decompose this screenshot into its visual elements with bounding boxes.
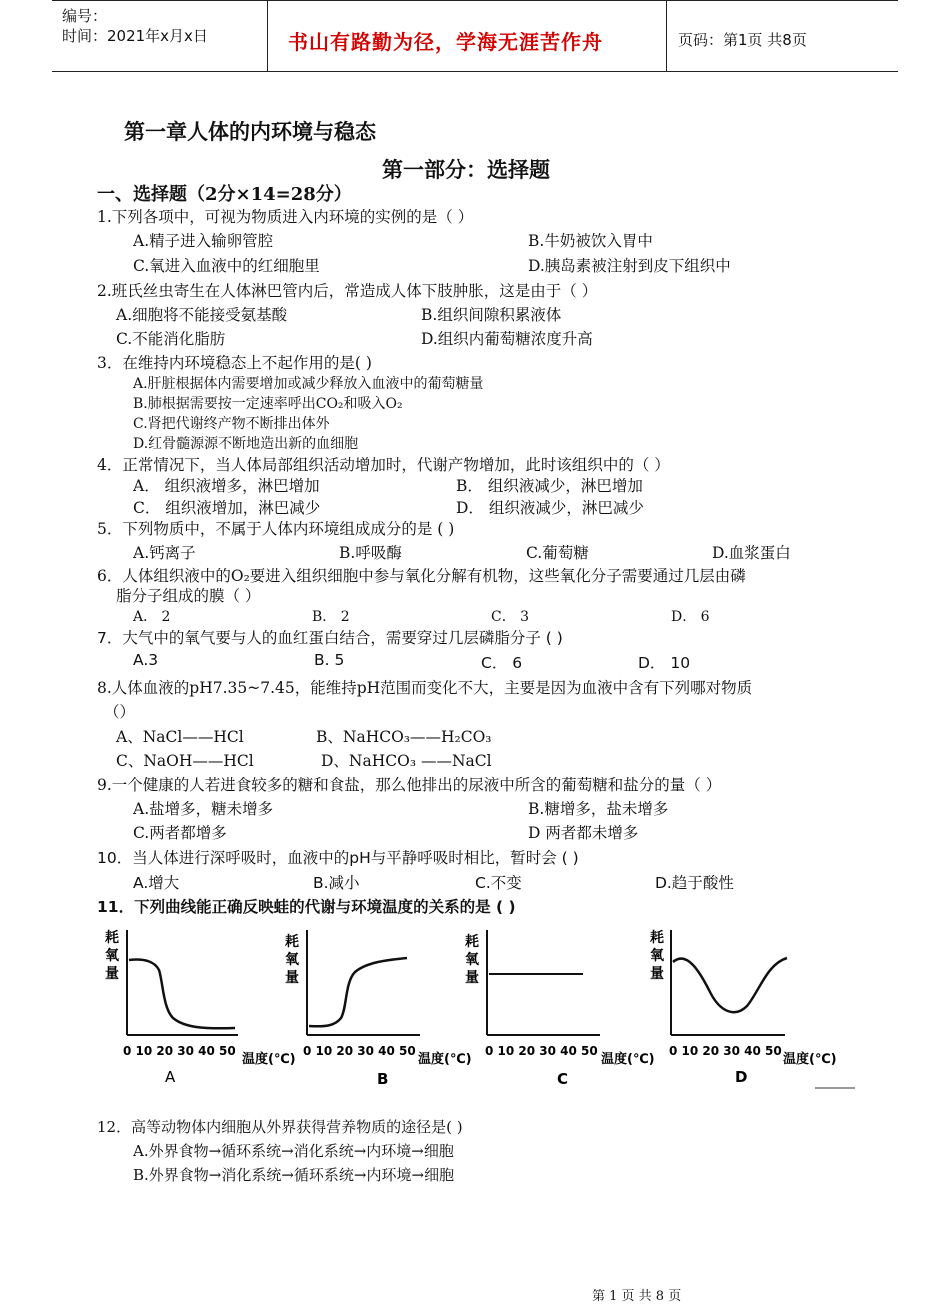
q5-option-b: B.呼吸酶	[339, 544, 402, 562]
graph-a-ylabel-1: 耗	[105, 930, 119, 946]
page-footer: 第 1 页 共 8 页	[592, 1289, 682, 1304]
header-page-info: 页码：第1页 共8页	[678, 31, 807, 49]
graph-c-ylabel-3: 量	[465, 970, 479, 986]
q8-option-d: D、NaHCO₃ ——NaCl	[321, 752, 492, 770]
graph-c-ylabel-2: 氧	[465, 952, 479, 968]
question-12-stem: 12．高等动物体内细胞从外界获得营养物质的途径是( )	[97, 1118, 463, 1136]
q5-option-c: C.葡萄糖	[526, 544, 589, 562]
q8-option-a: A、NaCl——HCl	[116, 728, 244, 746]
q4-option-d: D． 组织液减少，淋巴减少	[456, 499, 644, 517]
graph-c-xlabel: 温度(℃)	[601, 1052, 655, 1067]
q11-graphs	[95, 920, 865, 1095]
question-6-stem-cont: 脂分子组成的膜（ ）	[116, 587, 261, 605]
q7-option-c: C． 6	[481, 654, 523, 672]
question-6-stem: 6．人体组织液中的O₂要进入组织细胞中参与氧化分解有机物，这些氧化分子需要通过几层由磷	[97, 567, 746, 585]
graph-b-label: B	[377, 1070, 389, 1088]
header-number: 编号：	[62, 7, 108, 25]
graph-a-xlabel: 温度(℃)	[242, 1052, 296, 1067]
question-10-stem: 10．当人体进行深呼吸时，血液中的pH与平静呼吸时相比，暂时会 ( )	[97, 849, 579, 867]
question-5-stem: 5．下列物质中，不属于人体内环境组成成分的是 ( )	[97, 520, 455, 538]
header-meta	[62, 6, 208, 46]
graph-d-ylabel-2: 氧	[650, 948, 664, 964]
q6-option-a: A． 2	[133, 609, 171, 625]
graph-d-ylabel-3: 量	[650, 966, 664, 982]
q1-option-b: B.牛奶被饮入胃中	[528, 232, 653, 250]
q2-option-c: C.不能消化脂肪	[116, 330, 226, 348]
graph-d-label: D	[735, 1068, 748, 1086]
question-8-stem: 8.人体血液的pH7.35~7.45，能维持pH范围而变化不大，主要是因为血液中含有下列哪对物质	[97, 679, 753, 697]
q3-option-a: A.肝脏根据体内需要增加或减少释放入血液中的葡萄糖量	[133, 376, 484, 392]
question-3-stem: 3．在维持内环境稳态上不起作用的是( )	[97, 354, 372, 372]
graph-a	[105, 929, 296, 1086]
header-time: 时间：2021年x月x日	[62, 27, 208, 45]
q1-option-c: C.氧进入血液中的红细胞里	[133, 257, 320, 275]
graph-a-curve	[129, 959, 235, 1028]
graph-b	[285, 930, 472, 1088]
q8-option-b: B、NaHCO₃——H₂CO₃	[316, 728, 492, 746]
q2-option-d: D.组织内葡萄糖浓度升高	[421, 330, 593, 348]
q4-option-c: C． 组织液增加，淋巴减少	[133, 499, 321, 517]
header-bottom-rule	[52, 71, 898, 72]
q7-option-a: A.3	[133, 651, 159, 669]
graph-c	[465, 930, 655, 1088]
question-7-stem: 7．大气中的氧气要与人的血红蛋白结合，需要穿过几层磷脂分子 ( )	[97, 629, 563, 647]
q7-option-b: B. 5	[314, 651, 345, 669]
section-title: 一、选择题（2分×14=28分）	[97, 184, 352, 205]
graph-c-label: C	[557, 1070, 569, 1088]
q6-option-d: D． 6	[671, 609, 710, 625]
q3-option-b: B.肺根据需要按一定速率呼出CO₂和吸入O₂	[133, 396, 403, 412]
graph-a-ylabel-3: 量	[105, 966, 119, 982]
q10-option-c: C.不变	[475, 874, 522, 892]
question-1-stem: 1.下列各项中，可视为物质进入内环境的实例的是（ ）	[97, 208, 474, 226]
graph-a-ylabel-2: 氧	[105, 948, 119, 964]
q12-option-b: B.外界食物→消化系统→循环系统→内环境→细胞	[133, 1166, 455, 1184]
chapter-title: 第一章人体的内环境与稳态	[124, 119, 376, 144]
graph-d-curve	[673, 958, 787, 1012]
q10-option-b: B.减小	[313, 874, 360, 892]
question-2-stem: 2.班氏丝虫寄生在人体淋巴管内后，常造成人体下肢肿胀，这是由于（ ）	[97, 282, 598, 300]
graph-a-label: A	[165, 1068, 176, 1086]
header-divider-1	[267, 0, 268, 72]
q3-option-d: D.红骨髓源源不断地造出新的血细胞	[133, 436, 359, 452]
q4-option-b: B． 组织液减少，淋巴增加	[456, 477, 643, 495]
q9-option-b: B.糖增多，盐未增多	[528, 800, 669, 818]
q10-option-a: A.增大	[133, 874, 180, 892]
graph-d-ylabel-1: 耗	[650, 930, 664, 946]
graph-b-ylabel-1: 耗	[285, 934, 299, 950]
part-title: 第一部分：选择题	[382, 157, 550, 182]
header-top-rule	[52, 0, 898, 1]
q8-option-c: C、NaOH——HCl	[116, 752, 254, 770]
q1-option-d: D.胰岛素被注射到皮下组织中	[528, 257, 731, 275]
q5-option-d: D.血浆蛋白	[712, 544, 791, 562]
graph-d-xlabel: 温度(℃)	[783, 1052, 837, 1067]
question-9-stem: 9.一个健康的人若进食较多的糖和食盐，那么他排出的尿液中所含的葡萄糖和盐分的量（ ）	[97, 776, 722, 794]
graph-a-ticks: 0 10 20 30 40 50	[123, 1044, 236, 1058]
q6-option-b: B． 2	[312, 609, 350, 625]
question-4-stem: 4．正常情况下，当人体局部组织活动增加时，代谢产物增加，此时该组织中的（ ）	[97, 456, 670, 474]
graph-d	[650, 929, 837, 1086]
graph-b-ylabel-3: 量	[285, 970, 299, 986]
q9-option-a: A.盐增多，糖未增多	[133, 800, 274, 818]
graph-c-ylabel-1: 耗	[465, 934, 479, 950]
graph-b-xlabel: 温度(℃)	[418, 1052, 472, 1067]
q4-option-a: A． 组织液增多，淋巴增加	[133, 477, 320, 495]
graph-b-ylabel-2: 氧	[285, 952, 299, 968]
header-divider-2	[666, 0, 667, 72]
graph-c-ticks: 0 10 20 30 40 50	[485, 1044, 598, 1058]
graph-d-ticks: 0 10 20 30 40 50	[669, 1044, 782, 1058]
q2-option-a: A.细胞将不能接受氨基酸	[116, 306, 288, 324]
q7-option-d: D． 10	[638, 654, 691, 672]
graph-b-ticks: 0 10 20 30 40 50	[303, 1044, 416, 1058]
q1-option-a: A.精子进入输卵管腔	[133, 232, 274, 250]
q10-option-d: D.趋于酸性	[655, 874, 734, 892]
q9-option-c: C.两者都增多	[133, 824, 227, 842]
header-motto: 书山有路勤为径，学海无涯苦作舟	[288, 30, 603, 54]
graph-b-curve	[309, 958, 407, 1026]
q9-option-d: D 两者都未增多	[528, 824, 639, 842]
q12-option-a: A.外界食物→循环系统→消化系统→内环境→细胞	[133, 1142, 454, 1160]
q6-option-c: C． 3	[491, 609, 530, 625]
q3-option-c: C.肾把代谢终产物不断排出体外	[133, 416, 330, 432]
q2-option-b: B.组织间隙积累液体	[421, 306, 562, 324]
q5-option-a: A.钙离子	[133, 544, 196, 562]
question-11-stem: 11．下列曲线能正确反映蛙的代谢与环境温度的关系的是 ( )	[97, 898, 516, 916]
question-8-stem-cont: （）	[104, 703, 136, 721]
